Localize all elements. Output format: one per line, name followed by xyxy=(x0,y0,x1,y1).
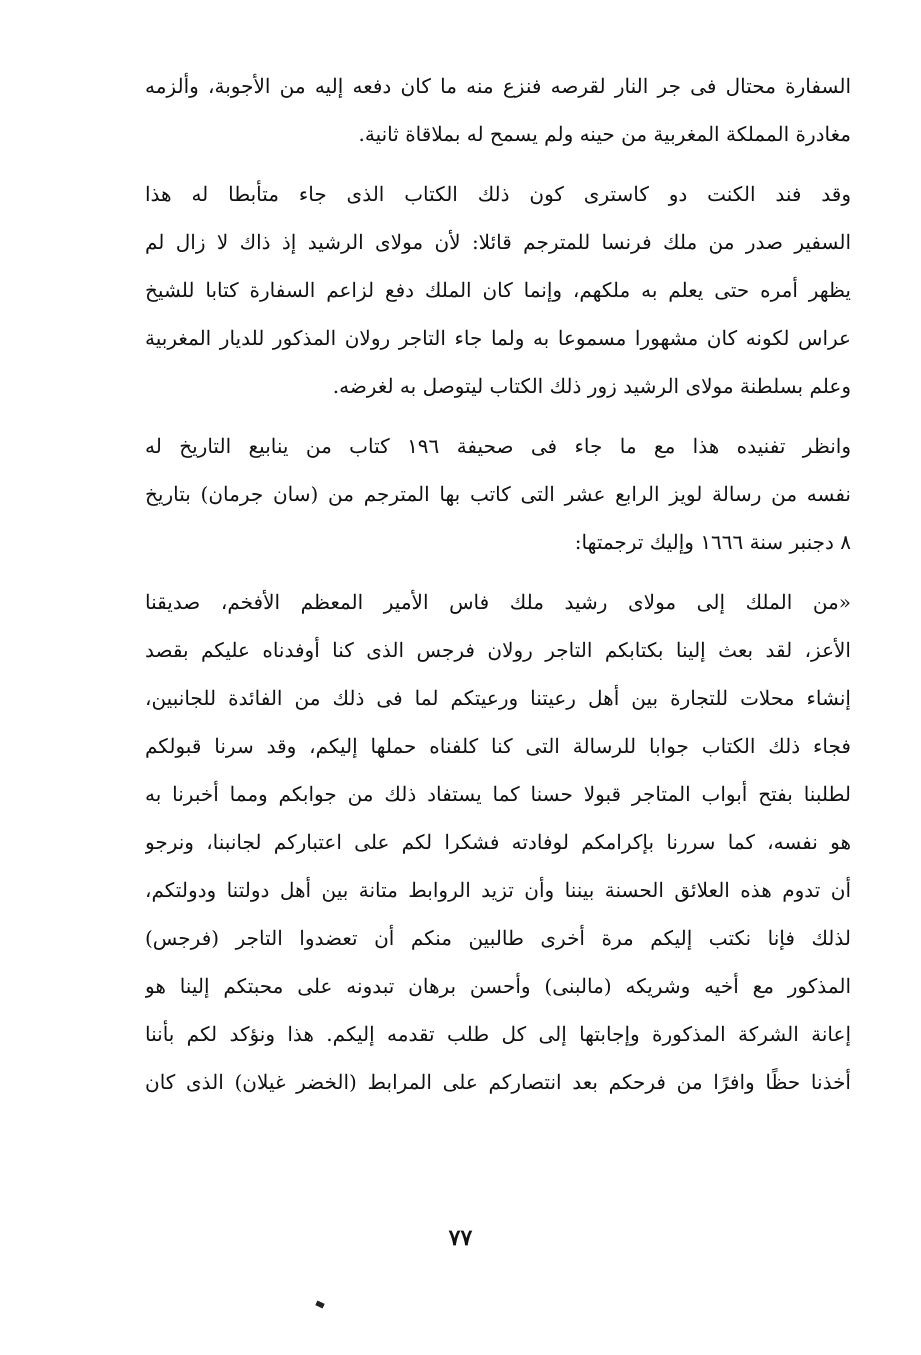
text-line: الأعز، لقد بعث إلينا بكتابكم التاجر رولان فرجس الذى كنا أوفدناه عليكم بقصد xyxy=(145,638,851,662)
text-line: يظهر أمره حتى يعلم به ملكهم، وإنما كان الملك دفع لزاعم السفارة كتابا للشيخ xyxy=(145,278,851,302)
text-line: وقد فند الكنت دو كاسترى كون ذلك الكتاب الذى جاء متأبطا له هذا xyxy=(145,182,851,206)
text-line: ٨ دجنبر سنة ١٦٦٦ وإليك ترجمتها: xyxy=(574,530,851,554)
paragraph-3 xyxy=(145,422,851,566)
text-line: «من الملك إلى مولاى رشيد ملك فاس الأمير المعظم الأفخم، صديقنا xyxy=(145,590,851,614)
text-line: لذلك فإنا نكتب إليكم مرة أخرى طالبين منكم أن تعضدوا التاجر (فرجس) xyxy=(145,926,851,950)
text-line: المذكور مع أخيه وشريكه (مالبنى) وأحسن برهان تبدونه على محبتكم إلينا هو xyxy=(145,974,851,998)
scan-speck xyxy=(315,1301,324,1309)
paragraph-1 xyxy=(145,62,851,158)
text-line: أن تدوم هذه العلائق الحسنة بيننا وأن تزيد الروابط متانة بين أهل دولتنا ودولتكم، xyxy=(145,878,851,902)
text-column xyxy=(145,62,851,1118)
text-line: وانظر تفنيده هذا مع ما جاء فى صحيفة ١٩٦ كتاب من ينابيع التاريخ له xyxy=(145,434,851,458)
text-line: فجاء ذلك الكتاب جوابا للرسالة التى كنا كلفناه حملها إليكم، وقد سرنا قبولكم xyxy=(145,734,851,758)
text-line: السفارة محتال فى جر النار لقرصه فنزع منه ما كان دفعه إليه من الأجوبة، وألزمه xyxy=(145,74,851,98)
text-line: مغادرة المملكة المغربية من حينه ولم يسمح له بملاقاة ثانية. xyxy=(358,122,851,146)
paragraph-2 xyxy=(145,170,851,410)
text-line: إنشاء محلات للتجارة بين أهل رعيتنا ورعيتكم لما فى ذلك من الفائدة للجانبين، xyxy=(145,686,851,710)
text-line: وعلم بسلطنة مولاى الرشيد زور ذلك الكتاب ليتوصل به لغرضه. xyxy=(332,374,851,398)
text-line: لطلبنا بفتح أبواب المتاجر قبولا حسنا كما يستفاد ذلك من جوابكم ومما أخبرنا به xyxy=(145,782,851,806)
page-number: ٧٧ xyxy=(448,1225,473,1251)
text-line: عراس لكونه كان مشهورا مسموعا به ولما جاء التاجر رولان المذكور للديار المغربية xyxy=(145,326,851,350)
paragraph-4-letter xyxy=(145,578,851,1106)
text-line: أخذنا حظًا وافرًا من فرحكم بعد انتصاركم على المرابط (الخضر غيلان) الذى كان xyxy=(145,1070,851,1094)
text-line: إعانة الشركة المذكورة وإجابتها إلى كل طلب تقدمه إليكم. هذا ونؤكد لكم بأننا xyxy=(145,1022,851,1046)
text-line: نفسه من رسالة لويز الرابع عشر التى كاتب بها المترجم من (سان جرمان) بتاريخ xyxy=(145,482,851,506)
text-line: هو نفسه، كما سررنا بإكرامكم لوفادته فشكرا لكم على اعتباركم لجانبنا، ونرجو xyxy=(145,830,851,854)
text-line: السفير صدر من ملك فرنسا للمترجم قائلا: لأن مولاى الرشيد إذ ذاك لا زال لم xyxy=(145,230,851,254)
